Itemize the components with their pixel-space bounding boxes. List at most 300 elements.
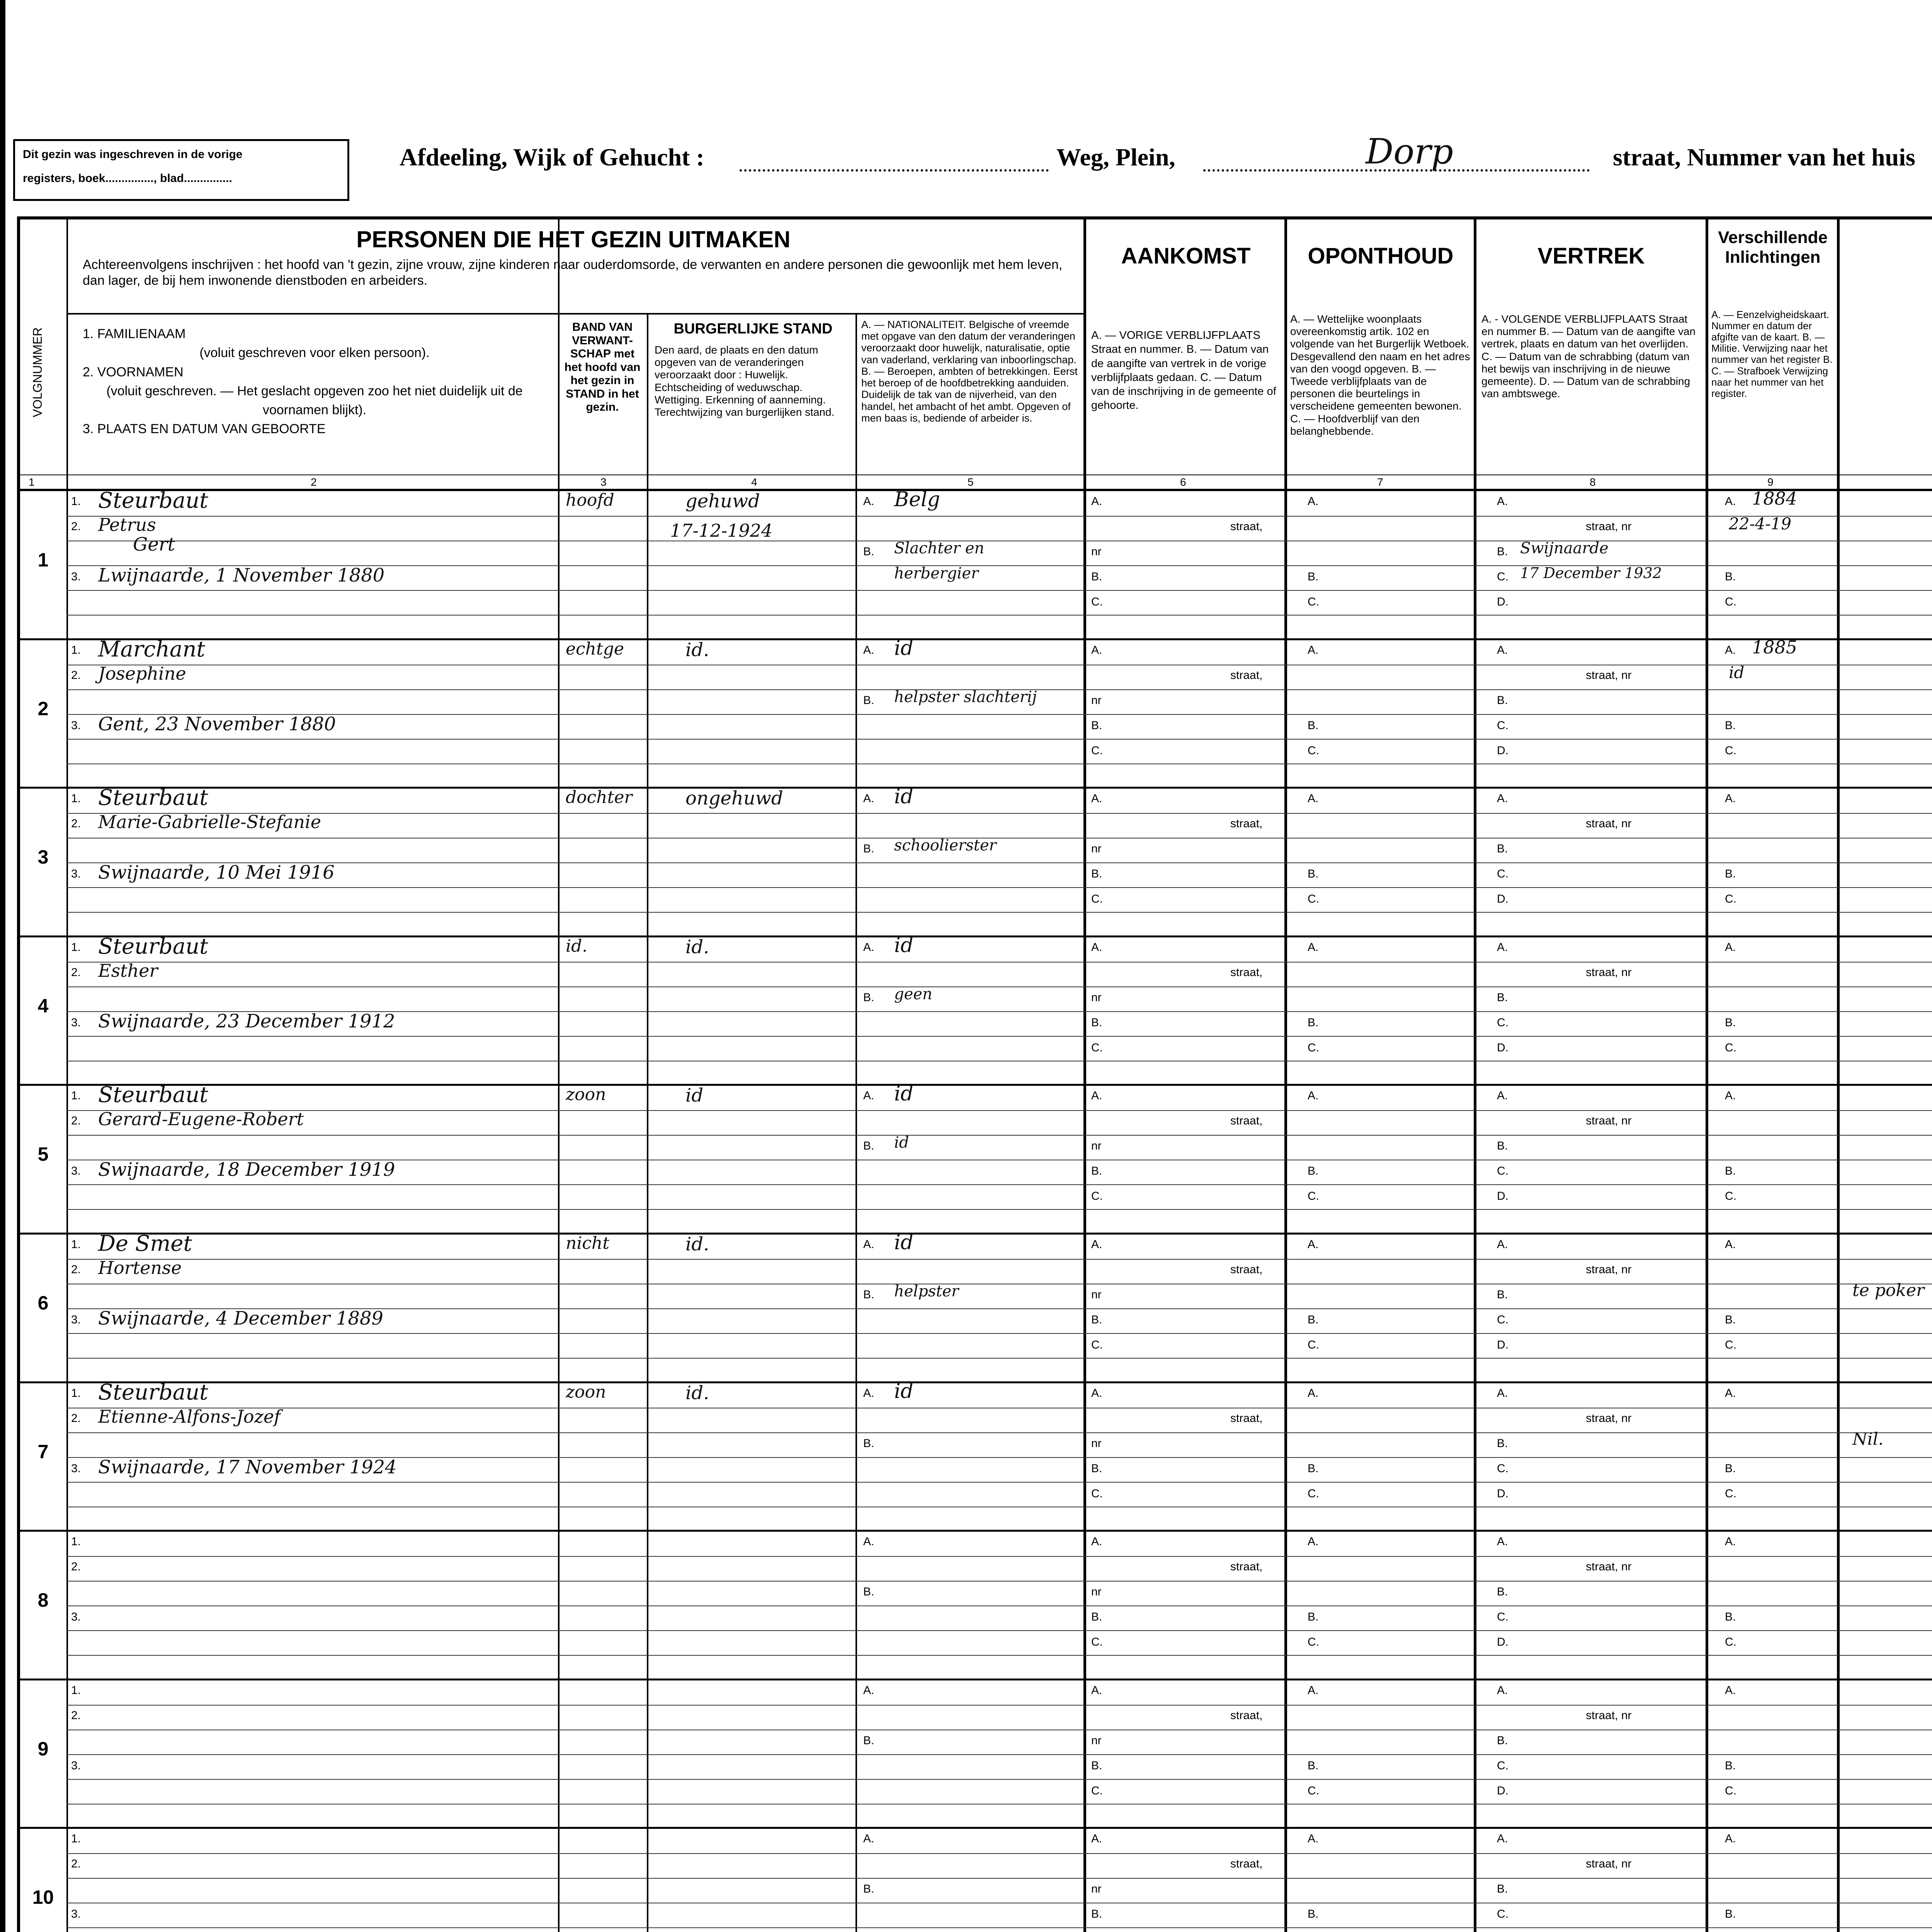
oponthoud-letter-c: C. — [1308, 1041, 1319, 1054]
row-separator — [20, 1084, 1932, 1086]
line-number-3: 3. — [71, 1611, 81, 1624]
geboorte: Swijnaarde, 10 Mei 1916 — [98, 862, 335, 884]
geboorte: Gent, 23 November 1880 — [98, 713, 336, 735]
oponthoud-letter-c: C. — [1308, 1636, 1319, 1649]
voornamen: Josephine — [98, 663, 186, 684]
c2-familienaam-sub: (voluit geschreven voor elken persoon). — [199, 345, 430, 361]
vertrek-letter-d: D. — [1497, 1338, 1509, 1351]
weg-label: Weg, Plein, — [1056, 143, 1175, 171]
row-separator — [20, 1827, 1932, 1829]
voornamen: Marie-Gabrielle-Stefanie — [98, 811, 321, 833]
vertrek-letter-a: A. — [1497, 1089, 1508, 1102]
vertrek-letter-d: D. — [1497, 893, 1509, 906]
nat-letter-a: A. — [863, 1684, 874, 1697]
vertrek-letter-a: A. — [1497, 940, 1508, 954]
inl-letter-a: A. — [1725, 1386, 1736, 1400]
row-separator — [20, 935, 1932, 937]
line-number-2: 2. — [71, 668, 81, 682]
vertrek-letter-a: A. — [1497, 1535, 1508, 1548]
line-number-2: 2. — [71, 1412, 81, 1425]
col-num-8: 8 — [1590, 476, 1596, 488]
col-num-2: 2 — [311, 476, 317, 488]
verwantschap: zoon — [566, 1085, 606, 1105]
verschillende-title: Verschillende Inlichtingen — [1718, 228, 1828, 267]
column-5-header: A. — NATIONALITEIT. Belgische of vreemde met opgave van den datum der veranderingen veroorzaakt door huwelijk, naturalisatie, optie van vaderland, verklaring van inboorlingschap. B. — Beroepen, ambten of betrekkingen. Eerst het beroep of de hoofdbetrekking aanduiden. Duidelijk de tak van de nijverheid, van den handel, het ambacht of het ambt. Opgeven of men baas is, bediende of arbeider is. — [861, 319, 1078, 424]
row-subline — [66, 1630, 1932, 1631]
aankomst-letter-c: C. — [1091, 1784, 1103, 1797]
familienaam: Steurbaut — [98, 1379, 208, 1405]
row-separator — [20, 787, 1932, 789]
beroep: helpster slachterij — [894, 688, 1037, 706]
nat-letter-a: A. — [863, 792, 874, 805]
oponthoud-letter-c: C. — [1308, 1338, 1319, 1351]
vertrek-letter-d: D. — [1497, 1784, 1509, 1797]
row-subline — [66, 986, 1932, 987]
vertrek-letter-b: B. — [1497, 545, 1508, 558]
previous-register-line1: Dit gezin was ingeschreven in de vorige — [23, 148, 243, 161]
row-subline — [66, 739, 1932, 740]
vertrek-letter-a: A. — [1497, 643, 1508, 656]
aankomst-straat: straat, — [1230, 1709, 1263, 1722]
personen-subtitle: Achtereenvolgens inschrijven : het hoofd van 't gezin, zijne vrouw, zijne kinderen naar ouderdomsorde, de verwanten en andere personen die gewoonlijk met hem leven, dan lager, de bij hem inwonende dienstboden en arbeiders. — [83, 257, 1063, 288]
nat-letter-b: B. — [863, 842, 874, 855]
nat-letter-a: A. — [863, 1386, 874, 1400]
verwantschap: nicht — [566, 1233, 610, 1253]
familienaam: Steurbaut — [98, 785, 208, 811]
extra-note: Gert — [133, 534, 175, 555]
beroep: schoolierster — [894, 837, 997, 855]
oponthoud-letter-a: A. — [1308, 1089, 1319, 1102]
inl-letter-a: A. — [1725, 1238, 1736, 1251]
vertrek-letter-c: C. — [1497, 1165, 1509, 1178]
inl-letter-b: B. — [1725, 867, 1736, 881]
nat-letter-a: A. — [863, 1832, 874, 1845]
aankomst-letter-b: B. — [1091, 1313, 1102, 1326]
row-number: 3 — [37, 846, 49, 868]
geboorte: Swijnaarde, 17 November 1924 — [98, 1456, 397, 1478]
vertrek-letter-c: C. — [1497, 1611, 1509, 1624]
familienaam: Steurbaut — [98, 488, 208, 513]
verwantschap: hoofd — [566, 490, 614, 510]
aankomst-letter-a: A. — [1091, 1832, 1102, 1845]
row-subline — [66, 1358, 1932, 1359]
row-separator — [20, 1381, 1932, 1383]
oponthoud-letter-c: C. — [1308, 1190, 1319, 1203]
aankomst-straat: straat, — [1230, 1412, 1263, 1425]
col-num-7: 7 — [1377, 476, 1383, 488]
inl-letter-c: C. — [1725, 1190, 1736, 1203]
aankomst-nr: nr — [1091, 545, 1102, 558]
aankomst-letter-c: C. — [1091, 1041, 1103, 1054]
verwantschap: id. — [566, 936, 588, 956]
nat-letter-b: B. — [863, 1883, 874, 1896]
verwantschap: echtge — [566, 639, 624, 659]
vertrek-letter-b: B. — [1497, 694, 1508, 707]
line-number-2: 2. — [71, 1709, 81, 1722]
line-number-1: 1. — [71, 792, 81, 805]
line-number-3: 3. — [71, 570, 81, 583]
aankomst-letter-c: C. — [1091, 744, 1103, 757]
oponthoud-letter-c: C. — [1308, 595, 1319, 608]
nat-letter-b: B. — [863, 1288, 874, 1301]
inl-letter-c: C. — [1725, 1487, 1736, 1500]
nationaliteit: Belg — [894, 488, 940, 511]
inl-letter-a: A. — [1725, 495, 1736, 508]
beroep: Slachter en — [894, 539, 985, 557]
personen-title: PERSONEN DIE HET GEZIN UITMAKEN — [356, 226, 791, 252]
line-number-3: 3. — [71, 1165, 81, 1178]
familienaam: Steurbaut — [98, 1082, 208, 1108]
aankomst-nr: nr — [1091, 842, 1102, 855]
row-subline — [66, 1779, 1932, 1780]
vertrek-letter-b: B. — [1497, 1139, 1508, 1153]
line-number-1: 1. — [71, 1684, 81, 1697]
row-number: 5 — [37, 1143, 49, 1165]
row-number: 2 — [37, 697, 49, 719]
row-subline — [66, 1927, 1932, 1928]
voornamen: Hortense — [98, 1257, 182, 1278]
nat-letter-a: A. — [863, 643, 874, 656]
previous-register-box — [13, 139, 349, 201]
nationaliteit: id — [894, 1379, 913, 1403]
inl-letter-c: C. — [1725, 893, 1736, 906]
c2-familienaam: 1. FAMILIENAAM — [83, 327, 186, 341]
vertrek-datum: 17 December 1932 — [1520, 565, 1662, 582]
nat-letter-b: B. — [863, 1585, 874, 1599]
aankomst-letter-b: B. — [1091, 1759, 1102, 1772]
vertrek-straat: straat, nr — [1586, 520, 1632, 533]
voornamen: Petrus — [98, 514, 156, 535]
row-number: 4 — [37, 995, 49, 1017]
line-number-3: 3. — [71, 1908, 81, 1921]
vertrek-letter-d: D. — [1497, 744, 1509, 757]
nat-letter-a: A. — [863, 1089, 874, 1102]
vertrek-letter-c: C. — [1497, 867, 1509, 881]
vertrek-letter-c: C. — [1497, 1759, 1509, 1772]
aankomst-nr: nr — [1091, 1734, 1102, 1747]
aankomst-letter-c: C. — [1091, 595, 1103, 608]
inl-letter-c: C. — [1725, 595, 1736, 608]
aankomst-letter-a: A. — [1091, 643, 1102, 656]
inl-letter-c: C. — [1725, 1636, 1736, 1649]
vertrek-letter-d: D. — [1497, 1190, 1509, 1203]
beroep: helpster — [894, 1282, 959, 1300]
afdeeling-label: Afdeeling, Wijk of Gehucht : — [400, 143, 704, 171]
voornamen: Etienne-Alfons-Jozef — [98, 1406, 281, 1427]
oponthoud-letter-a: A. — [1308, 1684, 1319, 1697]
nat-letter-a: A. — [863, 1535, 874, 1548]
column-4-header: Den aard, de plaats en den datum opgeven van de veranderingen veroorzaakt door : Huwelijk. Echtscheiding of weduwschap. Wettiging. Erkenning of aanneming. Terechtwijzing van burgerlijken stand. — [655, 344, 835, 418]
line-number-1: 1. — [71, 940, 81, 954]
aankomst-letter-a: A. — [1091, 1089, 1102, 1102]
col-num-1: 1 — [29, 476, 35, 488]
inlichting-kaart: 1884 — [1752, 488, 1798, 509]
row-subline — [66, 1754, 1932, 1755]
inl-letter-c: C. — [1725, 1041, 1736, 1054]
inlichting-datum: 22-4-19 — [1729, 514, 1791, 533]
vertrek-letter-a: A. — [1497, 495, 1508, 508]
oponthoud-title: OPONTHOUD — [1308, 243, 1454, 269]
vertrek-plaats: Swijnaarde — [1520, 539, 1609, 557]
oponthoud-letter-a: A. — [1308, 940, 1319, 954]
aankomst-nr: nr — [1091, 1883, 1102, 1896]
aankomst-straat: straat, — [1230, 1560, 1263, 1573]
line-number-3: 3. — [71, 867, 81, 881]
vertrek-letter-b: B. — [1497, 1883, 1508, 1896]
row-subline — [66, 1581, 1932, 1582]
aankomst-straat: straat, — [1230, 817, 1263, 830]
burgerlijke-stand: id. — [685, 1233, 709, 1255]
c2-voornamen-sub: (voluit geschreven. — Het geslacht opgeven zoo het niet duidelijk uit de voornamen blijkt). — [106, 383, 523, 418]
oponthoud-letter-c: C. — [1308, 1784, 1319, 1797]
row-subline — [66, 1333, 1932, 1334]
vertrek-letter-b: B. — [1497, 1437, 1508, 1450]
oponthoud-letter-a: A. — [1308, 1238, 1319, 1251]
aankomst-straat: straat, — [1230, 1114, 1263, 1128]
aankomst-letter-a: A. — [1091, 792, 1102, 805]
inl-letter-a: A. — [1725, 792, 1736, 805]
nat-letter-a: A. — [863, 1238, 874, 1251]
line-number-1: 1. — [71, 1238, 81, 1251]
aankomst-letter-c: C. — [1091, 1487, 1103, 1500]
nat-letter-a: A. — [863, 940, 874, 954]
aankomst-letter-a: A. — [1091, 1386, 1102, 1400]
familienaam: Steurbaut — [98, 934, 208, 959]
nat-letter-b: B. — [863, 1437, 874, 1450]
geboorte: Lwijnaarde, 1 November 1880 — [98, 565, 385, 586]
line-number-1: 1. — [71, 1832, 81, 1845]
row-subline — [66, 862, 1932, 863]
row-number: 7 — [37, 1440, 49, 1463]
col-num-3: 3 — [600, 476, 607, 488]
inl-letter-a: A. — [1725, 940, 1736, 954]
nat-letter-b: B. — [863, 545, 874, 558]
vertrek-letter-d: D. — [1497, 1636, 1509, 1649]
aankomst-letter-c: C. — [1091, 1636, 1103, 1649]
row-subline — [66, 1655, 1932, 1656]
oponthoud-letter-a: A. — [1308, 1832, 1319, 1845]
row-subline — [66, 887, 1932, 888]
oponthoud-letter-b: B. — [1308, 1759, 1319, 1772]
straat-label: straat, Nummer van het huis — [1613, 143, 1915, 171]
beroep-vervolg: herbergier — [894, 565, 979, 582]
row-number: 10 — [32, 1886, 54, 1908]
aankomst-letter-b: B. — [1091, 1165, 1102, 1178]
vertrek-straat: straat, nr — [1586, 1263, 1632, 1276]
aankomst-letter-b: B. — [1091, 1611, 1102, 1624]
nationaliteit: id — [894, 785, 913, 809]
oponthoud-letter-a: A. — [1308, 643, 1319, 656]
vertrek-letter-c: C. — [1497, 1313, 1509, 1326]
aankomst-title: AANKOMST — [1121, 243, 1251, 269]
inl-letter-a: A. — [1725, 1089, 1736, 1102]
vertrek-letter-c: C. — [1497, 1462, 1509, 1475]
vertrek-letter-d: D. — [1497, 595, 1509, 608]
register-sheet — [5, 0, 1932, 1932]
c2-voornamen: 2. VOORNAMEN — [83, 364, 184, 379]
row-subline — [66, 813, 1932, 814]
geboorte: Swijnaarde, 4 December 1889 — [98, 1308, 383, 1329]
vertrek-straat: straat, nr — [1586, 1709, 1632, 1722]
oponthoud-letter-a: A. — [1308, 1386, 1319, 1400]
row-subline — [66, 1036, 1932, 1037]
beroep: geen — [894, 985, 932, 1003]
main-table-frame — [17, 216, 1932, 1932]
aankomst-letter-b: B. — [1091, 1016, 1102, 1029]
vertrek-title: VERTREK — [1537, 243, 1645, 269]
vertrek-straat: straat, nr — [1586, 1412, 1632, 1425]
aankomst-letter-a: A. — [1091, 495, 1102, 508]
line-number-1: 1. — [71, 1535, 81, 1548]
geboorte: Swijnaarde, 18 December 1919 — [98, 1159, 395, 1181]
aankomst-letter-a: A. — [1091, 1684, 1102, 1697]
vertrek-letter-c: C. — [1497, 570, 1509, 583]
line-number-1: 1. — [71, 1089, 81, 1102]
oponthoud-letter-a: A. — [1308, 1535, 1319, 1548]
nat-letter-b: B. — [863, 1734, 874, 1747]
nationaliteit: id — [894, 934, 913, 957]
vertrek-straat: straat, nr — [1586, 668, 1632, 682]
inl-letter-a: A. — [1725, 643, 1736, 656]
vertrek-straat: straat, nr — [1586, 966, 1632, 979]
nat-letter-b: B. — [863, 1139, 874, 1153]
line-number-2: 2. — [71, 1114, 81, 1128]
row-separator — [20, 638, 1932, 640]
vertrek-letter-d: D. — [1497, 1487, 1509, 1500]
oponthoud-letter-b: B. — [1308, 1611, 1319, 1624]
familienaam: De Smet — [98, 1231, 192, 1256]
inlichting-kaart: 1885 — [1752, 636, 1798, 658]
aankomst-letter-b: B. — [1091, 719, 1102, 732]
inl-letter-b: B. — [1725, 1908, 1736, 1921]
row-subline — [66, 1432, 1932, 1433]
aanmerking: Nil. — [1852, 1429, 1884, 1449]
column-3-header: BAND VAN VERWANT-SCHAP met het hoofd van het gezin in STAND in het gezin. — [564, 321, 641, 413]
voornamen: Esther — [98, 960, 158, 981]
line-number-1: 1. — [71, 1386, 81, 1400]
vertrek-letter-c: C. — [1497, 1016, 1509, 1029]
aankomst-letter-b: B. — [1091, 1462, 1102, 1475]
vertrek-straat: straat, nr — [1586, 1857, 1632, 1871]
oponthoud-letter-b: B. — [1308, 867, 1319, 881]
inl-letter-c: C. — [1725, 1784, 1736, 1797]
row-subline — [66, 1135, 1932, 1136]
aankomst-letter-b: B. — [1091, 867, 1102, 881]
aankomst-letter-b: B. — [1091, 570, 1102, 583]
vertrek-letter-c: C. — [1497, 719, 1509, 732]
row-subline — [66, 615, 1932, 616]
row-subline — [66, 1605, 1932, 1606]
oponthoud-letter-c: C. — [1308, 744, 1319, 757]
line-number-2: 2. — [71, 1263, 81, 1276]
aankomst-straat: straat, — [1230, 520, 1263, 533]
row-subline — [66, 1259, 1932, 1260]
burgerlijke-stand: ongehuwd — [685, 787, 783, 810]
row-subline — [66, 1209, 1932, 1210]
line-number-3: 3. — [71, 1016, 81, 1029]
row-subline — [66, 1705, 1932, 1706]
line-number-2: 2. — [71, 1560, 81, 1573]
volgnummer-header: VOLGNUMMER — [31, 327, 44, 417]
oponthoud-letter-b: B. — [1308, 570, 1319, 583]
vertrek-letter-b: B. — [1497, 1734, 1508, 1747]
vertrek-letter-b: B. — [1497, 991, 1508, 1004]
line-number-3: 3. — [71, 719, 81, 732]
oponthoud-letter-b: B. — [1308, 1165, 1319, 1178]
row-separator — [20, 1530, 1932, 1532]
row-subline — [66, 1878, 1932, 1879]
aankomst-nr: nr — [1091, 1437, 1102, 1450]
aankomst-nr: nr — [1091, 1139, 1102, 1153]
aankomst-letter-a: A. — [1091, 1535, 1102, 1548]
aankomst-straat: straat, — [1230, 1263, 1263, 1276]
inl-letter-b: B. — [1725, 1759, 1736, 1772]
voornamen: Gerard-Eugene-Robert — [98, 1109, 304, 1130]
aanmerkingen-title — [1840, 325, 1932, 344]
row-subline — [66, 1184, 1932, 1185]
row-number: 1 — [37, 549, 49, 571]
line-number-2: 2. — [71, 966, 81, 979]
inl-letter-b: B. — [1725, 1313, 1736, 1326]
row-number: 9 — [37, 1738, 49, 1760]
vertrek-letter-a: A. — [1497, 1684, 1508, 1697]
col-num-4: 4 — [751, 476, 757, 488]
vertrek-letter-b: B. — [1497, 842, 1508, 855]
verwantschap: dochter — [566, 787, 633, 808]
inl-letter-c: C. — [1725, 1338, 1736, 1351]
line-number-3: 3. — [71, 1313, 81, 1326]
row-subline — [66, 1110, 1932, 1111]
oponthoud-letter-b: B. — [1308, 1016, 1319, 1029]
vertrek-letter-c: C. — [1497, 1908, 1509, 1921]
line-number-1: 1. — [71, 643, 81, 656]
inl-letter-b: B. — [1725, 1016, 1736, 1029]
previous-register-line2: registers, boek..............., blad............... — [23, 172, 232, 185]
oponthoud-letter-c: C. — [1308, 1487, 1319, 1500]
aankomst-nr: nr — [1091, 991, 1102, 1004]
col-num-6: 6 — [1180, 476, 1186, 488]
column-6-header: A. — VORIGE VERBLIJFPLAATS Straat en nummer. B. — Datum van de aangifte van vertrek in de vorige verblijfplaats gedaan. C. — Datum van de inschrijving in de gemeente of gehoorte. — [1091, 329, 1276, 412]
line-number-3: 3. — [71, 1462, 81, 1475]
vertrek-letter-a: A. — [1497, 1238, 1508, 1251]
oponthoud-letter-c: C. — [1308, 893, 1319, 906]
column-2-header — [83, 325, 546, 439]
aankomst-straat: straat, — [1230, 966, 1263, 979]
inl-letter-b: B. — [1725, 719, 1736, 732]
oponthoud-letter-b: B. — [1308, 1313, 1319, 1326]
row-separator — [20, 1233, 1932, 1235]
oponthoud-letter-a: A. — [1308, 792, 1319, 805]
row-subline — [66, 1482, 1932, 1483]
col-num-5: 5 — [968, 476, 974, 488]
aankomst-straat: straat, — [1230, 668, 1263, 682]
line-number-2: 2. — [71, 520, 81, 533]
line-number-2: 2. — [71, 817, 81, 830]
afdeeling-field — [740, 169, 1049, 172]
oponthoud-letter-b: B. — [1308, 1908, 1319, 1921]
aankomst-letter-a: A. — [1091, 1238, 1102, 1251]
row-subline — [66, 912, 1932, 913]
weg-value: Dorp — [1366, 131, 1453, 172]
oponthoud-letter-b: B. — [1308, 1462, 1319, 1475]
column-8-header: A. - VOLGENDE VERBLIJFPLAATS Straat en nummer B. — Datum van de aangifte van vertrek, plaats en datum van het overlijden. C. — Datum van de schrabbing (datum van het bewijs van inschrijving in de nieuwe gemeente). D. — Datum van de schrabbing van ambtswege. — [1481, 313, 1696, 400]
burgerlijke-stand: id — [685, 1085, 704, 1107]
vertrek-letter-a: A. — [1497, 1832, 1508, 1845]
line-number-2: 2. — [71, 1857, 81, 1871]
verwantschap: zoon — [566, 1382, 606, 1402]
inl-letter-b: B. — [1725, 1165, 1736, 1178]
row-subline — [66, 962, 1932, 963]
